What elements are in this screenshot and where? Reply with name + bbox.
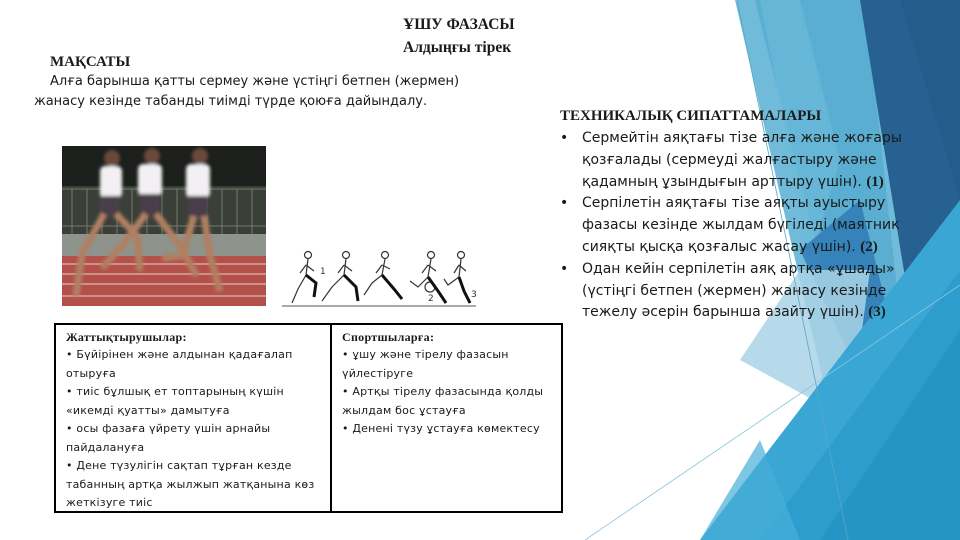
title-subphase: Алдыңғы тірек [403, 39, 512, 56]
technical-item [557, 259, 917, 324]
technical-item-text: Серпілетін аяқтағы тізе аяқты ауыстыру фазасы кезінде жылдам бүгіледі (маятник сияқты қысқа қозғалыс жасау үшін). [582, 195, 900, 255]
recommendations-table [54, 323, 563, 513]
bullet-icon: • [560, 260, 569, 277]
technical-section [557, 106, 917, 324]
technical-item-text: Одан кейін серпілетін аяқ артқа «ұшады» (үстіңгі бетпен (жермен) жанасу кезінде тежелу әсерін барынша азайту үшін). [582, 260, 895, 321]
coaches-item: • тиіс бұлшық ет топтарының күшін «икемді қуатты» дамытуға [66, 385, 284, 417]
technical-heading: ТЕХНИКАЛЫҚ СИПАТТАМАЛАРЫ [560, 108, 822, 124]
running-phase-diagram [278, 243, 480, 311]
slide-title [403, 13, 515, 59]
goal-text-content: Алға барынша қатты сермеу және үстіңгі бетпен (жермен) жанасу кезінде табанды тиімді түрде қоюға дайындалу. [34, 74, 460, 109]
technical-item [557, 128, 917, 193]
diagram-label-3: 3 [471, 290, 477, 300]
technical-item-ref: (3) [868, 304, 886, 321]
diagram-label-1: 1 [320, 267, 326, 277]
coaches-item: • осы фазаға үйрету үшін арнайы пайдалануға [66, 422, 271, 454]
technical-item-ref: (1) [866, 173, 884, 190]
bullet-icon: • [560, 195, 569, 212]
coaches-column [56, 325, 332, 511]
coaches-item: • Бүйірінен және алдынан қадағалап отыруға [66, 348, 293, 380]
goal-heading: МАҚСАТЫ [50, 54, 131, 70]
athletes-column [332, 325, 561, 511]
sprinter-sequence-photo [62, 146, 266, 306]
athletes-item: • Денені түзу ұстауға көмектесу [342, 422, 540, 435]
photo-illustration [62, 146, 266, 306]
coaches-item: • Дене түзулігін сақтап тұрған кезде табанның артқа жылжып жатқанына көз жеткізуге тиіс [66, 459, 315, 509]
goal-text [34, 72, 474, 112]
technical-list [557, 128, 917, 324]
technical-item-text: Сермейтін аяқтағы тізе алға және жоғары қозғалады (сермеуді жалғастыру және қадамның ұзындығын арттыру үшін). [582, 130, 902, 190]
technical-item-ref: (2) [860, 238, 878, 255]
title-phase: ҰШУ ФАЗАСЫ [403, 16, 515, 33]
bullet-icon: • [560, 130, 569, 146]
coaches-heading: Жаттықтырушылар: [66, 330, 187, 344]
diagram-label-2: 2 [428, 294, 434, 304]
athletes-item: • Артқы тірелу фазасында қолды жылдам бос ұстауға [342, 385, 544, 417]
athletes-heading: Спортшыларға: [342, 330, 435, 344]
diagram-illustration [278, 243, 480, 311]
athletes-item: • ұшу және тірелу фазасын үйлестіруге [342, 348, 509, 380]
technical-item [557, 193, 917, 258]
